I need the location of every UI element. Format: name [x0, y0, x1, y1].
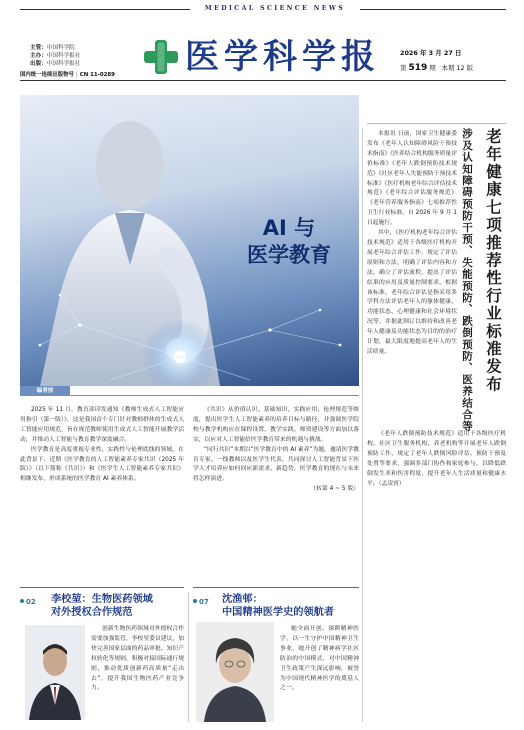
hero-title	[234, 215, 344, 269]
paragraph: “同行共识”本期以“医学教育中的 AI 素养”为题，邀请医学教育专家、一线教师以及医学生代表，共同探讨人工智能背景下医学人才培养应如何回应新需求、新趋势，医学教育的现在与未来将怎样演进。	[193, 446, 359, 483]
right-column-rule	[367, 123, 506, 124]
story-page-number: 02	[20, 597, 40, 607]
paragraph: 医学教育是高度重视专业性、实践性与伦理底线的领域，在此背景下，近期《医学教育的人工智能素养专家共识（2025 年版）》（以下简称《共识》）和《医学生人工智能素养专家共识》相继发布，形成系统的医学教育 AI 素养体系。	[20, 446, 184, 483]
right-article-headline: 老年健康七项推荐性行业标准发布	[484, 128, 503, 394]
masthead-bottom-rule	[20, 80, 506, 81]
portrait-photo	[25, 625, 85, 720]
story-title-line: 中国精神医学史的领航者	[222, 607, 335, 618]
paragraph: 《共识》从价值认识、基础知识、实践应用、伦理规范等维度，提出医学生人工智能素养的培养目标与路径，并强调医学院校与教学机构应在课程设置、教学实践、师资建设等方面加以落实，以应对人工智能给医学教育带来的机遇与挑战。	[193, 407, 359, 443]
portrait-photo	[196, 622, 274, 722]
cn-number: 国内统一连续出版物号 | CN 11-0289	[20, 72, 115, 78]
masthead-title: 医学科学报	[185, 37, 380, 77]
right-article-subheadline: 涉及认知障碍预防干预、失能预防、跌倒预防、医养结合等	[461, 128, 473, 433]
story-title[interactable]	[222, 593, 334, 619]
article-left-column	[20, 406, 184, 566]
pub-info-line: 主管：中国科学院	[30, 45, 75, 51]
hero-image	[20, 95, 359, 386]
bullet-dot-icon	[193, 599, 197, 603]
editor-note-tag: 编者按	[20, 386, 70, 396]
story-title-line: 对外授权合作规范	[51, 607, 133, 618]
column-divider	[362, 128, 363, 722]
story-title[interactable]	[51, 593, 153, 619]
right-article-body-bottom	[367, 430, 506, 720]
story-text: 创新生物医药领域对外授权合作需要加强监管，李校堃委员建议，加快完善国家层面的药品审批、知识产权转化等规则，积极对接国际通行规则，推动优质创新药高质量“走出去”，提升我国生物医药产业竞争力。	[91, 626, 184, 692]
story-text: 她全面开创、深耕精神医学，以一生守护中国精神卫生事业，她开创了精神病学社区防治的中国模式，对中国精神卫生政策产生深远影响，被誉为中国现代精神医学的奠基人之一。	[280, 626, 359, 692]
pub-info-line: 主办：中国科学报社	[30, 53, 81, 60]
bullet-dot-icon	[20, 599, 24, 603]
continue-note: （转第 4 ~ 5 版）	[310, 486, 359, 493]
paragraph: 其中，《医疗机构老年综合评估技术规范》适用于各级医疗机构开展老年综合评估工作，规定了评估原则和方法，明确了评估内容和方法，确立了评估流程，提出了评估结果的应用及质量控制要求。根据该标准，老年综合评估是指采用多学科方法评估老年人的躯体健康、功能状态、心理健康和社会环境状况等，并据此制订以维持和改善老年人健康及功能状态为目的的治疗计划，最大限度地提高老年人的生活质量。	[367, 230, 457, 355]
story-page-number: 07	[193, 597, 213, 607]
hero-title-line: AI 与	[262, 216, 316, 240]
column-divider	[188, 592, 189, 722]
pub-info-line: 出版：中国科学报社	[30, 61, 81, 68]
right-article-body-top	[367, 130, 457, 425]
masthead-rule-right	[360, 9, 506, 10]
hero-title-line: 医学教育	[247, 243, 331, 267]
paragraph: 2025 年 11 月，教育部印发通知《教师生成式人工智能应用指引（第一版）》，这是我国首个专门针对教师群体的生成式人工智能应用规范，旨在规范教师使用生成式人工智能开展教学活动，并推动人工智能与教育教学深度融合。	[20, 407, 184, 443]
issue-date: 2026 年 3 月 27 日	[400, 49, 462, 57]
masthead-rule-left	[20, 9, 190, 10]
medical-cross-logo-icon	[142, 38, 180, 76]
story-title-line: 李校堃：生物医药领域	[51, 594, 153, 605]
issue-number: 第 519 期 本期 12 版	[400, 63, 474, 73]
paragraph: 《老年人跌倒预防技术规范》适用于各级医疗机构、社区卫生服务机构、养老机构等开展老年人跌倒预防工作，规定了老年人跌倒风险评估、预防干预及处置等要求，强调多部门协作和家庭参与，以降低跌倒发生率和伤害程度，提升老年人生活质量和健康水平。（孟凌霄）	[367, 431, 506, 487]
story-rule	[20, 587, 184, 588]
editor-note-rule	[70, 395, 359, 396]
publisher-info	[30, 44, 80, 69]
story-title-line: 沈渔邨：	[222, 594, 263, 605]
article-mid-column	[193, 406, 359, 566]
paragraph: 本报讯 日前，国家卫生健康委发布《老年人认知障碍风险干预技术指南》《医养结合机构服务质量评价标准》《老年人跌倒预防技术规范》《社区老年人失能预防干预技术标准》《医疗机构老年综合评估技术规范》《老年综合评估服务规范》《老年营养服务指南》七项推荐性卫生行业标准，自 2026 年 9 月 1 日起施行。	[367, 131, 457, 227]
masthead-english-name: MEDICAL SCIENCE NEWS	[204, 5, 346, 12]
story-rule	[193, 587, 359, 588]
